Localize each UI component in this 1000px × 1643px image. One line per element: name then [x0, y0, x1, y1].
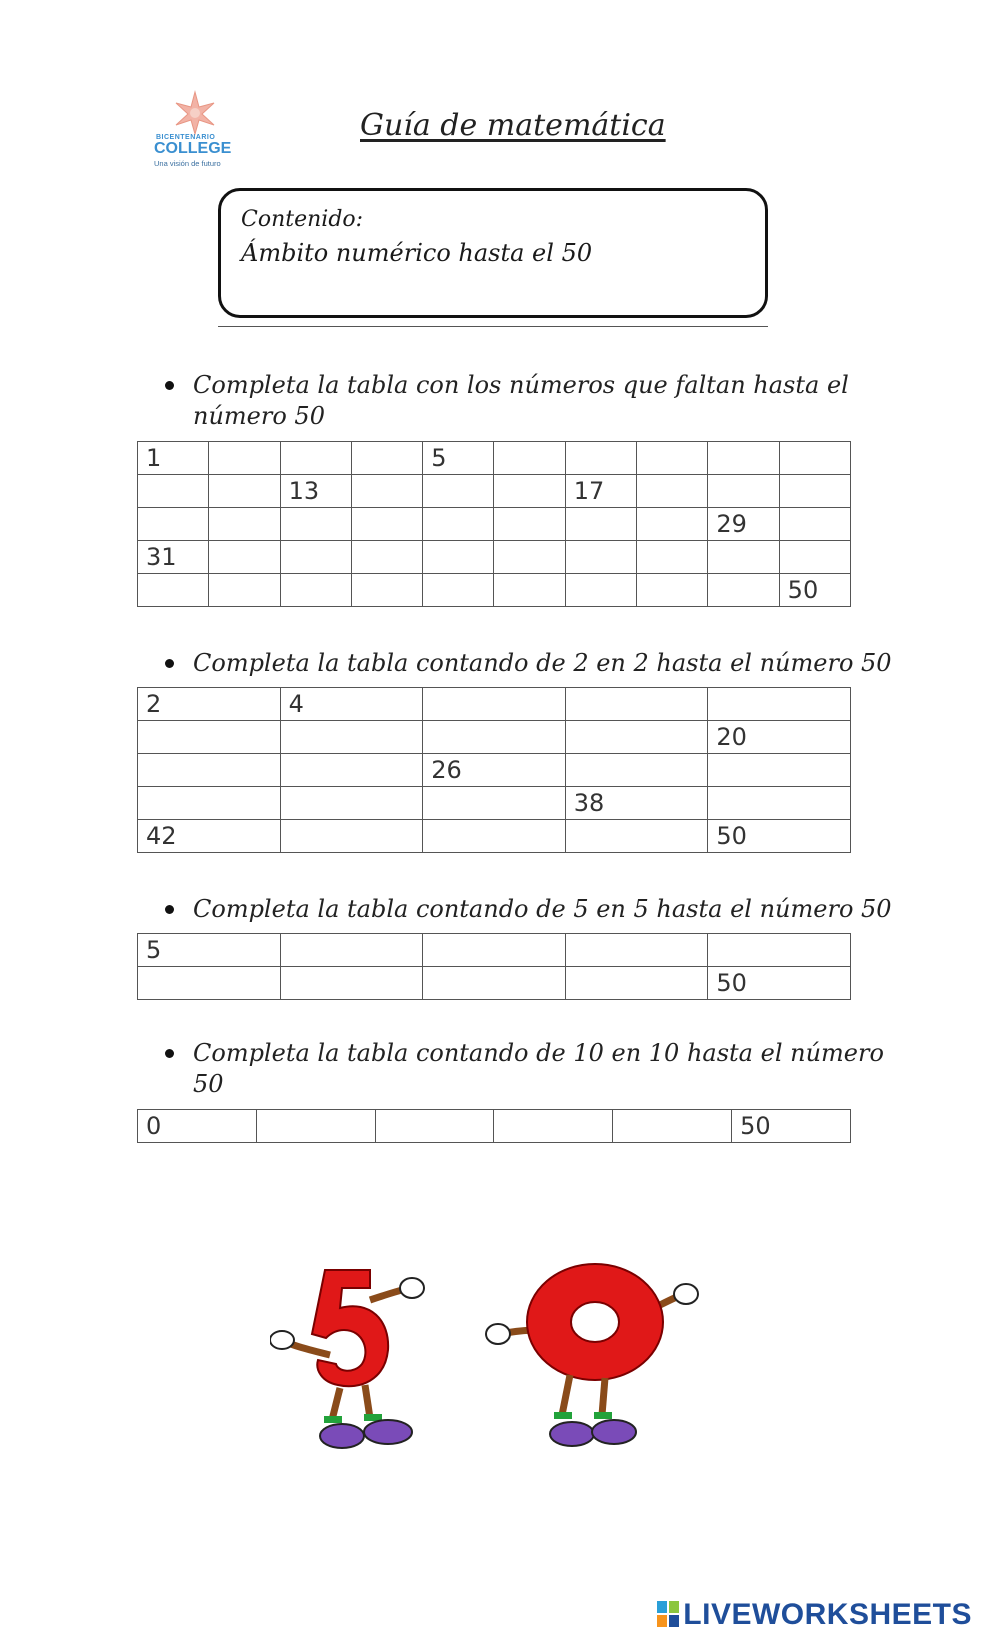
table-cell[interactable]: [209, 442, 280, 475]
table-row: [138, 475, 851, 508]
table-cell[interactable]: [423, 574, 494, 607]
content-label: Contenido:: [241, 207, 364, 232]
logo-tagline: Una visión de futuro: [154, 159, 221, 168]
table-cell[interactable]: [565, 820, 708, 853]
page-title: Guía de matemática: [360, 108, 666, 143]
table-cell[interactable]: [494, 442, 565, 475]
bullet-dot-icon: [165, 1049, 174, 1058]
content-box: [218, 188, 768, 318]
table-cell[interactable]: [209, 508, 280, 541]
table-cell[interactable]: [423, 688, 566, 721]
table-cell[interactable]: [494, 508, 565, 541]
number-table-2: [137, 687, 851, 853]
table-cell[interactable]: [779, 475, 850, 508]
table-cell[interactable]: [138, 508, 209, 541]
instruction-4-line1: Completa la tabla contando de 10 en 10 hasta el número: [193, 1039, 884, 1067]
table-cell[interactable]: [138, 754, 281, 787]
table-row: [138, 787, 851, 820]
table-row: [138, 688, 851, 721]
table-row: [138, 721, 851, 754]
table-cell[interactable]: [637, 442, 708, 475]
table-cell[interactable]: [138, 574, 209, 607]
table-cell[interactable]: [280, 721, 423, 754]
table-cell[interactable]: [423, 820, 566, 853]
table-cell: 50: [708, 820, 851, 853]
table-cell[interactable]: [708, 787, 851, 820]
table-cell[interactable]: [708, 442, 779, 475]
school-logo: [150, 90, 240, 175]
star-logo-icon: [172, 90, 218, 136]
table-row: [138, 541, 851, 574]
brand-text: LIVEWORKSHEETS: [683, 1598, 972, 1631]
table-cell[interactable]: [423, 934, 566, 967]
table-cell[interactable]: [351, 442, 422, 475]
table-row: [138, 1110, 851, 1143]
table-row: [138, 820, 851, 853]
table-cell[interactable]: [375, 1110, 494, 1143]
table-cell[interactable]: [565, 442, 636, 475]
table-cell[interactable]: [351, 541, 422, 574]
table-cell[interactable]: [423, 721, 566, 754]
table-cell[interactable]: [708, 574, 779, 607]
table-cell[interactable]: [637, 541, 708, 574]
liveworksheets-logo-icon: [657, 1601, 679, 1627]
bullet-dot-icon: [165, 381, 174, 390]
table-cell: 5: [423, 442, 494, 475]
table-cell[interactable]: [256, 1110, 375, 1143]
table-row: [138, 754, 851, 787]
table-cell[interactable]: [565, 721, 708, 754]
table-cell: 50: [732, 1110, 851, 1143]
table-cell[interactable]: [280, 934, 423, 967]
table-cell[interactable]: [423, 475, 494, 508]
table-cell[interactable]: [494, 475, 565, 508]
table-cell: 4: [280, 688, 423, 721]
table-cell[interactable]: [637, 574, 708, 607]
table-cell[interactable]: [565, 688, 708, 721]
table-cell[interactable]: [423, 787, 566, 820]
table-cell: 13: [280, 475, 351, 508]
content-text: Ámbito numérico hasta el 50: [241, 239, 593, 267]
table-cell[interactable]: [708, 934, 851, 967]
table-cell: 38: [565, 787, 708, 820]
table-cell[interactable]: [779, 508, 850, 541]
table-cell: 1: [138, 442, 209, 475]
table-cell: 31: [138, 541, 209, 574]
table-cell[interactable]: [779, 442, 850, 475]
table-cell[interactable]: [565, 754, 708, 787]
number-table-1: [137, 441, 851, 607]
table-cell[interactable]: [138, 721, 281, 754]
table-cell[interactable]: [565, 967, 708, 1000]
table-row: [138, 574, 851, 607]
table-cell[interactable]: [565, 934, 708, 967]
table-cell: 2: [138, 688, 281, 721]
table-cell: 50: [779, 574, 850, 607]
table-cell[interactable]: [351, 508, 422, 541]
instruction-1: [193, 370, 849, 432]
table-cell[interactable]: [351, 475, 422, 508]
table-cell[interactable]: [138, 967, 281, 1000]
table-cell[interactable]: [280, 574, 351, 607]
table-cell: 42: [138, 820, 281, 853]
table-cell[interactable]: [565, 508, 636, 541]
table-cell[interactable]: [708, 475, 779, 508]
instruction-1-line2: número 50: [193, 402, 325, 430]
table-cell[interactable]: [708, 754, 851, 787]
table-cell[interactable]: [138, 787, 281, 820]
table-cell: 17: [565, 475, 636, 508]
table-cell[interactable]: [494, 541, 565, 574]
table-cell[interactable]: [708, 541, 779, 574]
table-cell[interactable]: [280, 787, 423, 820]
instruction-4-line2: 50: [193, 1070, 224, 1098]
table-cell: 0: [138, 1110, 257, 1143]
table-cell[interactable]: [637, 475, 708, 508]
instruction-3-line1: Completa la tabla contando de 5 en 5 hasta el número 50: [193, 895, 892, 923]
logo-line2: COLLEGE: [154, 140, 232, 157]
table-cell[interactable]: [565, 574, 636, 607]
mascot-zero-icon: [486, 1264, 698, 1446]
svg-text:5: 5: [331, 1335, 351, 1365]
table-row: [138, 442, 851, 475]
instruction-4: [193, 1038, 884, 1100]
table-cell[interactable]: [779, 541, 850, 574]
table-cell[interactable]: [494, 574, 565, 607]
table-row: [138, 934, 851, 967]
instruction-1-line1: Completa la tabla con los números que faltan hasta el: [193, 371, 849, 399]
number-mascots-illustration: [270, 1260, 730, 1460]
table-row: [138, 508, 851, 541]
table-cell[interactable]: [280, 967, 423, 1000]
table-cell[interactable]: [280, 541, 351, 574]
table-cell[interactable]: [565, 541, 636, 574]
table-cell[interactable]: [637, 508, 708, 541]
table-cell: 29: [708, 508, 779, 541]
table-cell[interactable]: [209, 475, 280, 508]
table-cell[interactable]: [209, 574, 280, 607]
table-cell[interactable]: [138, 475, 209, 508]
bullet-dot-icon: [165, 905, 174, 914]
table-cell[interactable]: [280, 508, 351, 541]
divider: [218, 326, 768, 327]
mascot-five-icon: [270, 1270, 424, 1448]
table-cell[interactable]: [280, 820, 423, 853]
bullet-dot-icon: [165, 659, 174, 668]
table-cell[interactable]: [351, 574, 422, 607]
table-cell[interactable]: [494, 1110, 613, 1143]
number-table-3: [137, 933, 851, 1000]
liveworksheets-brand: [657, 1598, 972, 1632]
table-row: [138, 967, 851, 1000]
table-cell: 20: [708, 721, 851, 754]
instruction-3: [193, 894, 892, 925]
number-table-4: [137, 1109, 851, 1143]
table-cell[interactable]: [280, 754, 423, 787]
table-cell[interactable]: [423, 967, 566, 1000]
table-cell: 5: [138, 934, 281, 967]
table-cell: 26: [423, 754, 566, 787]
table-cell[interactable]: [423, 508, 494, 541]
table-cell[interactable]: [280, 442, 351, 475]
table-cell[interactable]: [613, 1110, 732, 1143]
instruction-2-line1: Completa la tabla contando de 2 en 2 hasta el número 50: [193, 649, 892, 677]
table-cell[interactable]: [423, 541, 494, 574]
table-cell: 50: [708, 967, 851, 1000]
instruction-2: [193, 648, 892, 679]
table-cell[interactable]: [708, 688, 851, 721]
table-cell[interactable]: [209, 541, 280, 574]
logo-line1: BICENTENARIO: [156, 134, 216, 141]
